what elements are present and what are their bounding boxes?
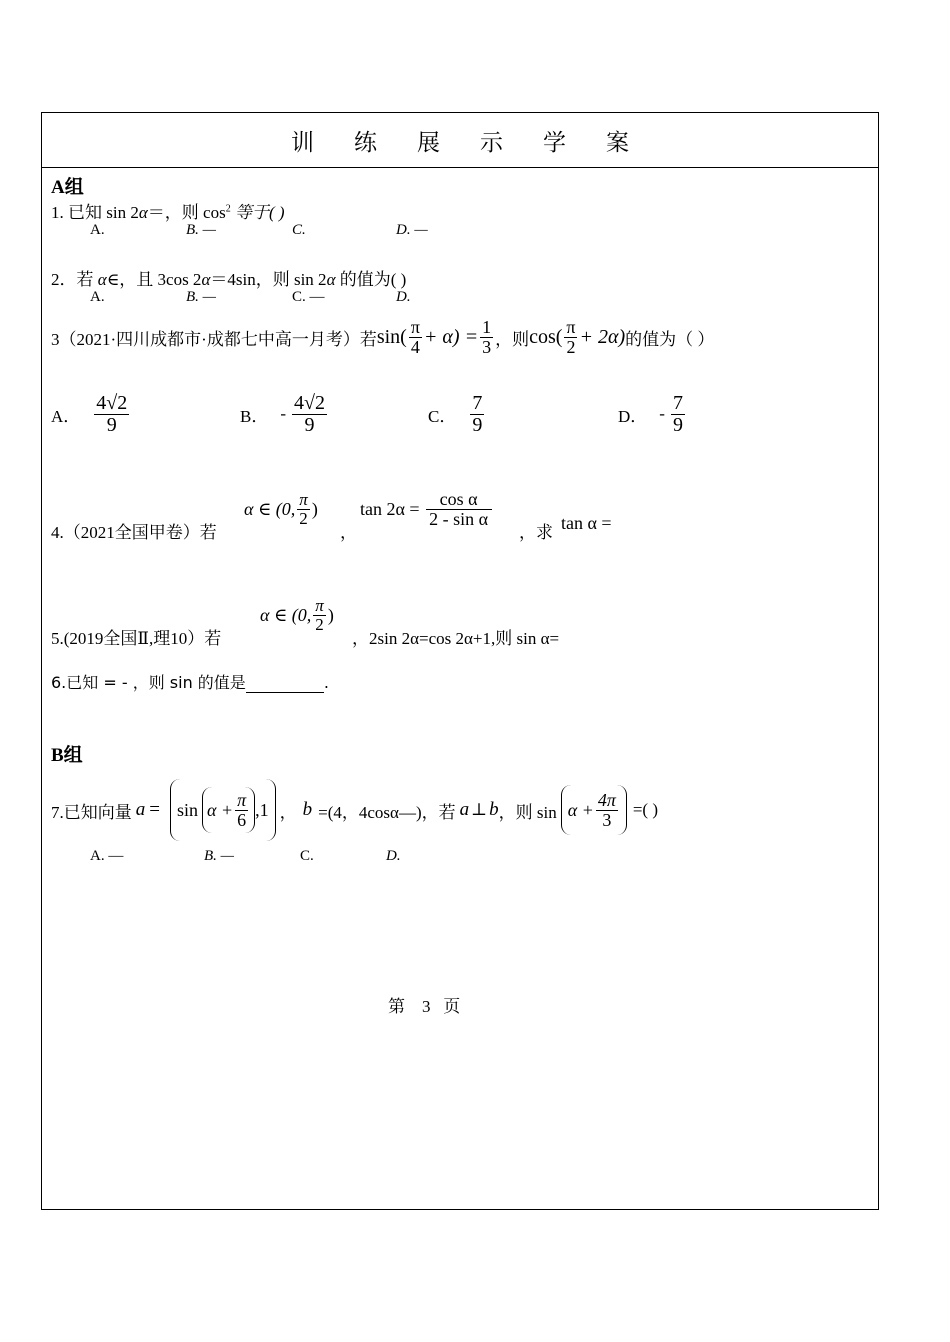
q6-answer-blank bbox=[246, 676, 324, 693]
q7-vector-a: sin α + $\frac{\pi}{6}$ ,1 bbox=[170, 779, 276, 842]
question-4-prefix: 4.（2021全国甲卷）若 bbox=[51, 523, 217, 542]
q2-option-c: C. — bbox=[292, 289, 325, 305]
q7-angle: α + $\frac{4\pi}{3}$ bbox=[561, 785, 627, 836]
q2-option-b: B. — bbox=[186, 289, 216, 305]
question-6: 6.已知 = - ，则 sin 的值是 . bbox=[51, 673, 329, 692]
q3-option-d: D． - $\frac{7}{9}$ bbox=[618, 391, 683, 436]
q1-option-c: C. bbox=[292, 222, 306, 238]
q1-option-d: D. — bbox=[396, 222, 428, 238]
q1-option-b: B. — bbox=[186, 222, 216, 238]
question-5-prefix: 5.(2019全国Ⅱ,理10）若 bbox=[51, 629, 222, 648]
question-1: 1. 已知 sin 2α＝，则 $\cos^2$ 等于( ) bbox=[51, 203, 285, 222]
q7-option-c: C. bbox=[300, 848, 314, 864]
question-7: 7.已知向量 a = sin α + $\frac{\pi}{6}$ ,1 ， b =(4，4cosα—)，若 a ⊥ b ，则 sin α + $\frac{4\pi}{3}$ =( ) bbox=[51, 768, 658, 852]
q5-stem: ，2sin 2α=cos 2α+1,则 sin α= bbox=[352, 629, 560, 648]
q3-option-a: A． $\frac{4√2}{9}$ bbox=[51, 391, 128, 436]
q7-option-b: B. — bbox=[204, 848, 234, 864]
q4-comma: ， bbox=[340, 523, 357, 542]
q2-option-d: D. bbox=[396, 289, 411, 305]
q3-frac-pi-2: $\frac{\pi}{2}$ bbox=[566, 316, 576, 357]
q4-ask: ，求 bbox=[519, 523, 553, 542]
q4-result: tan α = bbox=[561, 513, 612, 533]
q3-frac-pi-4: $\frac{\pi}{4}$ bbox=[410, 316, 420, 357]
q3-frac-1-3: $\frac{1}{3}$ bbox=[482, 316, 492, 357]
q7-option-d: D. bbox=[386, 848, 401, 864]
q4-equation: tan 2α = $\frac{\text{cos α}}{\text{2 - sin α}}$ bbox=[360, 483, 494, 535]
question-3: 3（2021·四川成都市·成都七中高一月考）若 sin( $\frac{\pi}{4}$ + α) = $\frac{1}{3}$ ，则 cos( $\frac{\pi}{2}$ + 2α) 的值为（ ） bbox=[51, 316, 715, 357]
title-row bbox=[42, 113, 878, 168]
page-title: 训练展示学案 bbox=[291, 129, 669, 156]
q3-option-c: C． $\frac{7}{9}$ bbox=[428, 391, 483, 436]
group-b-heading: B组 bbox=[51, 745, 83, 766]
page-number: 第 3 页 bbox=[388, 997, 461, 1016]
group-a-heading: A组 bbox=[51, 177, 84, 198]
q7-option-a: A. — bbox=[90, 848, 124, 864]
q3-option-b: B． - $\frac{4√2}{9}$ bbox=[240, 391, 325, 436]
q2-option-a: A. bbox=[90, 289, 105, 305]
q5-condition: α ∈ (0, $\frac{\pi}{2}$ ) bbox=[260, 595, 334, 634]
q4-condition: α ∈ (0, $\frac{\pi}{2}$ ) bbox=[244, 489, 318, 528]
question-2: 2．若 α∈，且 3cos 2α＝4sin，则 sin 2α 的值为( ) bbox=[51, 270, 407, 289]
q1-option-a: A. bbox=[90, 222, 105, 238]
